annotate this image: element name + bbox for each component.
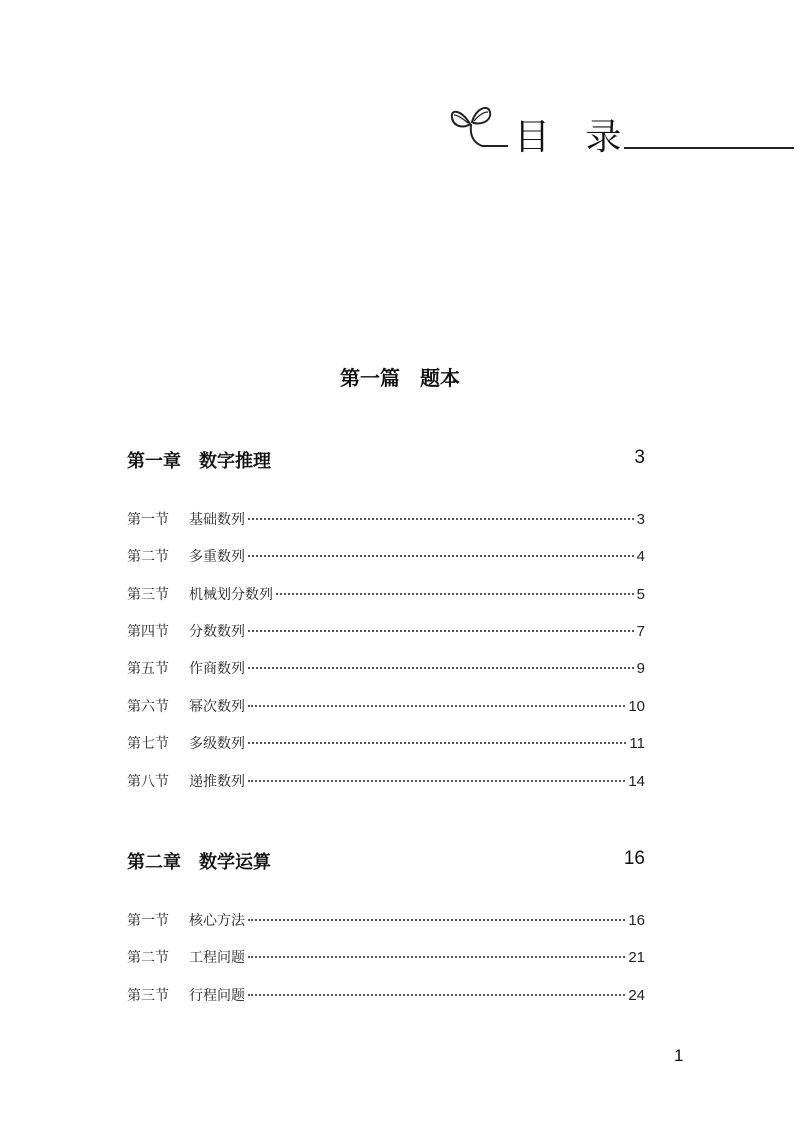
section-page-number: 24 <box>628 987 645 1004</box>
dot-leader <box>248 667 634 669</box>
section-number: 第一节 <box>127 512 169 528</box>
section-title: 核心方法 <box>189 913 245 929</box>
toc-entry[interactable] <box>127 584 645 606</box>
section-page-number: 11 <box>629 735 645 752</box>
dot-leader <box>248 956 625 958</box>
section-title: 幂次数列 <box>189 699 245 715</box>
part-title: 第一篇 题本 <box>340 366 460 390</box>
section-title: 机械划分数列 <box>189 587 273 603</box>
chapter-page-number: 3 <box>634 447 645 468</box>
chapter-heading[interactable] <box>127 447 645 473</box>
toc-header <box>448 100 800 170</box>
dot-leader <box>248 780 625 782</box>
toc-entry[interactable] <box>127 509 645 531</box>
dot-leader <box>248 555 634 557</box>
section-title: 多重数列 <box>189 549 245 565</box>
section-number: 第八节 <box>127 774 169 790</box>
section-number: 第六节 <box>127 699 169 715</box>
section-page-number: 9 <box>636 660 645 677</box>
section-number: 第四节 <box>127 624 169 640</box>
section-page-number: 5 <box>636 586 645 603</box>
chapter-title: 第一章 数字推理 <box>127 451 271 472</box>
section-page-number: 3 <box>636 511 645 528</box>
chapter-title: 第二章 数学运算 <box>127 852 271 873</box>
section-title: 作商数列 <box>189 661 245 677</box>
section-number: 第五节 <box>127 661 169 677</box>
dot-leader <box>248 919 625 921</box>
section-page-number: 16 <box>628 912 645 929</box>
header-divider <box>624 147 794 149</box>
section-title: 行程问题 <box>189 988 245 1004</box>
section-number: 第二节 <box>127 950 169 966</box>
dot-leader <box>248 994 625 996</box>
dot-leader <box>248 630 634 632</box>
section-page-number: 4 <box>636 548 645 565</box>
dot-leader <box>248 742 626 744</box>
sprout-icon <box>448 100 520 162</box>
toc-entry[interactable] <box>127 910 645 932</box>
toc-entry[interactable] <box>127 733 645 755</box>
toc-entry[interactable] <box>127 546 645 568</box>
page-number: 1 <box>674 1046 684 1065</box>
dot-leader <box>248 705 625 707</box>
section-title: 基础数列 <box>189 512 245 528</box>
section-page-number: 10 <box>628 698 645 715</box>
section-title: 分数数列 <box>189 624 245 640</box>
section-title: 工程问题 <box>189 950 245 966</box>
section-title: 递推数列 <box>189 774 245 790</box>
section-number: 第二节 <box>127 549 169 565</box>
dot-leader <box>248 518 634 520</box>
chapter-page-number: 16 <box>623 848 645 869</box>
toc-entry[interactable] <box>127 696 645 718</box>
section-page-number: 14 <box>628 773 645 790</box>
section-number: 第三节 <box>127 988 169 1004</box>
section-page-number: 21 <box>628 949 645 966</box>
section-number: 第七节 <box>127 736 169 752</box>
section-number: 第三节 <box>127 587 169 603</box>
section-title: 多级数列 <box>189 736 245 752</box>
toc-entry[interactable] <box>127 947 645 969</box>
section-page-number: 7 <box>636 623 645 640</box>
toc-entry[interactable] <box>127 658 645 680</box>
toc-entry[interactable] <box>127 771 645 793</box>
dot-leader <box>276 593 634 595</box>
toc-entry[interactable] <box>127 985 645 1007</box>
toc-entry[interactable] <box>127 621 645 643</box>
section-number: 第一节 <box>127 913 169 929</box>
toc-title: 目 录 <box>514 117 634 158</box>
chapter-heading[interactable] <box>127 848 645 874</box>
